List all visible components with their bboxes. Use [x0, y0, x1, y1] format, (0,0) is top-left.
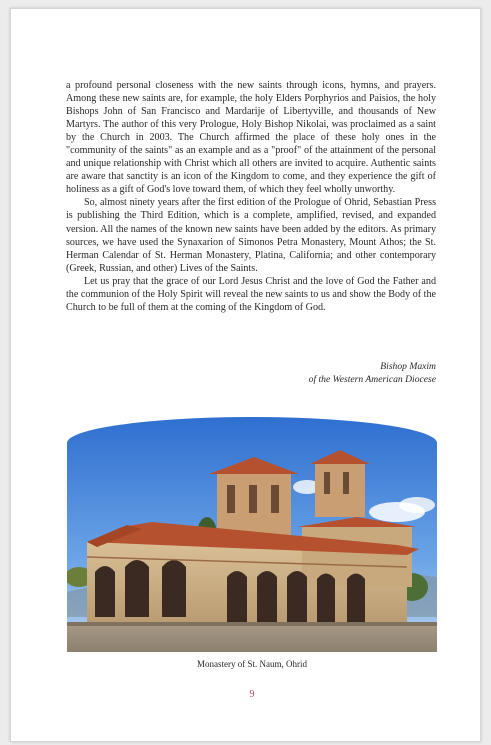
signature-name: Bishop Maxim [380, 361, 436, 372]
book-page [10, 8, 481, 742]
signature-title: of the Western American Diocese [308, 374, 436, 385]
body-text [66, 79, 436, 314]
paragraph-2: So, almost ninety years after the first edition of the Prologue of Ohrid, Sebastian Press is publishing the Third Edition, which is a complete, amplified, revised, and expanded version. All the names of the known new saints have been added by the editors. As primary sources, we have used the Synaxarion of Simonos Petra Monastery, Mount Athos; the St. Herman Calendar of St. Herman Monastery, Platina, California; and other contemporary (Greek, Russian, and other) Lives of the Saints. [66, 197, 436, 274]
paragraph-1: a profound personal closeness with the new saints through icons, hymns, and prayers. Among these new saints are, for example, the holy Elders Porphyrios and Paisios, the holy Bishops John of San Francisco and Mardarije of Libertyville, and thousands of New Martyrs. The author of this very Prologue, Holy Bishop Nikolai, was proclaimed as a saint by the Church in 2003. The Church affirmed the place of these holy ones in the "community of the saints" as an example and as a "proof" of the attainment of the personal and unique relationship with Christ which all others are invited to acquire. Authentic saints are aware that sanctity is an icon of the Kingdom to come, and they experience the gift of holiness as a gift of God's love toward them, of which they feel wholly unworthy. [66, 80, 436, 196]
photo-caption: Monastery of St. Naum, Ohrid [197, 659, 307, 669]
monastery-illustration [67, 417, 437, 652]
page-number: 9 [249, 689, 255, 700]
monastery-photo [67, 417, 437, 652]
paragraph-3: Let us pray that the grace of our Lord Jesus Christ and the love of God the Father and the communion of the Holy Spirit will reveal the new saints to us and show the Body of the Church to be full of them at the coming of the Kingdom of God. [66, 275, 436, 313]
